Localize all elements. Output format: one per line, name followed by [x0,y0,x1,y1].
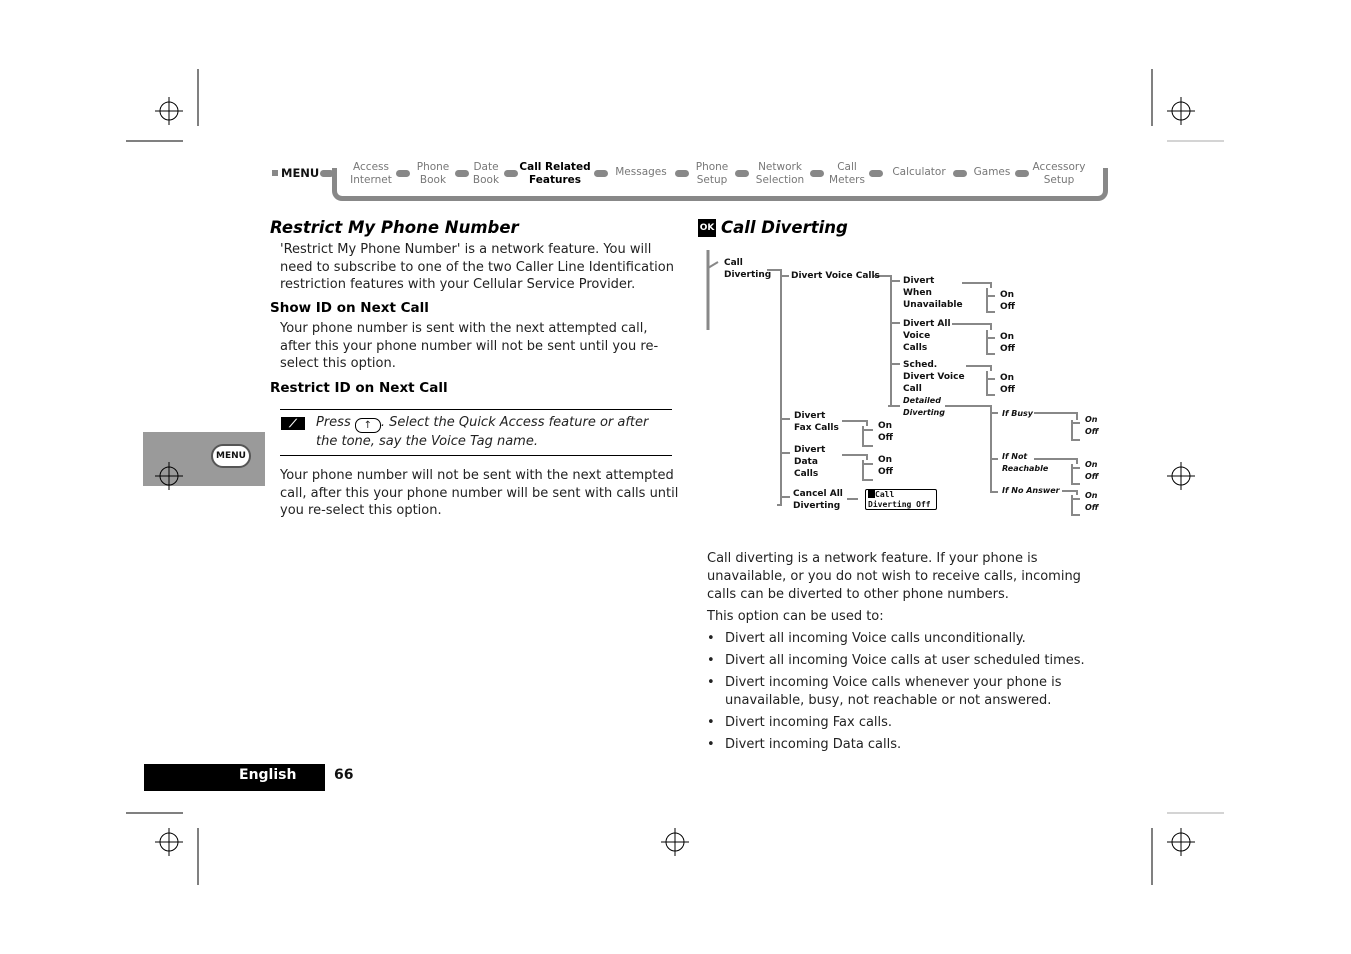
section-title-call-diverting: Call Diverting [721,218,848,237]
ok-key-icon: OK [698,219,716,237]
option-on: On [1085,491,1098,500]
option-on: On [1085,415,1098,424]
nav-call-related-features[interactable]: Call Related Features [519,161,591,186]
node-cancel-all-diverting: Cancel All Diverting [793,489,843,511]
node-call-diverting: Call Diverting [724,258,772,280]
lcd-display: Call Diverting Off [865,489,937,510]
option-off: Off [1085,427,1099,436]
page-number: 66 [334,767,354,783]
show-id-heading: Show ID on Next Call [270,300,429,316]
node-divert-voice-calls: Divert Voice Calls [791,271,880,281]
option-off: Off [1000,385,1015,395]
node-sched-divert: Sched. Divert Voice Call [903,360,965,394]
option-on: On [1000,332,1015,342]
option-on: On [1000,290,1015,300]
node-divert-data-calls: Divert Data Calls [794,445,826,479]
restrict-intro: 'Restrict My Phone Number' is a network feature. You will need to subscribe to one of the two Caller Line Identification restriction features with your Cellular Service Provider. [280,242,674,293]
node-divert-when-unavailable: Divert When Unavailable [903,276,963,310]
nav-call-meters[interactable]: Call Meters [829,161,865,186]
nav-access-internet[interactable]: Access Internet [350,161,392,186]
restrict-id-text: Your phone number will not be sent with the next attempted call, after this your phone number will be sent with calls until you re-select this option. [280,468,679,519]
node-if-not-reachable: If Not Reachable [1002,452,1049,473]
nav-date-book[interactable]: Date Book [472,161,500,186]
option-off: Off [1085,503,1099,512]
option-off: Off [878,467,893,477]
option-off: Off [878,433,893,443]
show-id-text: Your phone number is sent with the next attempted call, after this your phone number will not be sent until you re-select this option. [280,321,659,372]
language-bar [144,764,325,791]
node-if-no-answer: If No Answer [1002,486,1060,495]
up-key-icon: ↑ [355,418,381,433]
feature-list [707,630,1087,754]
option-off: Off [1000,302,1015,312]
list-item: • Divert incoming Fax calls. [707,715,893,730]
section-title-restrict: Restrict My Phone Number [270,218,519,237]
nav-messages[interactable]: Messages [615,166,667,178]
call-diverting-intro: Call diverting is a network feature. If your phone is unavailable, or you do not wish to receive calls, incoming calls can be diverted to other phone numbers. [707,551,1081,602]
menu-key-icon: MENU [211,444,251,468]
nav-menu-label: MENU [281,166,320,180]
nav-games[interactable]: Games [973,166,1011,178]
node-if-busy: If Busy [1002,409,1034,418]
nav-phone-setup[interactable]: Phone Setup [695,161,729,186]
option-on: On [878,455,893,465]
nav-accessory-setup[interactable]: Accessory Setup [1032,161,1086,186]
node-divert-all-voice-calls: Divert All Voice Calls [903,319,951,353]
option-on: On [1085,460,1098,469]
language-label: English [239,767,297,783]
nav-phone-book[interactable]: Phone Book [416,161,450,186]
nav-calculator[interactable]: Calculator [892,166,946,178]
restrict-id-heading: Restrict ID on Next Call [270,380,448,396]
option-on: On [1000,373,1015,383]
nav-network-selection[interactable]: Network Selection [755,161,805,186]
note-text: Press ↑ . Select the Quick Access feature or after the tone, say the Voice Tag name. [316,415,649,449]
list-item: • Divert incoming Voice calls whenever your phone is unavailable, busy, not reachable or not answered. [707,675,1062,708]
option-on: On [878,421,893,431]
list-item: • Divert all incoming Voice calls unconditionally. [707,631,1026,646]
used-for-text: This option can be used to: [707,609,884,624]
list-item: • Divert all incoming Voice calls at user scheduled times. [707,653,1085,668]
list-item: • Divert incoming Data calls. [707,737,902,752]
quick-access-icon: ⟋ [281,417,305,430]
node-detailed-diverting: Detailed Diverting [903,396,945,417]
node-divert-fax-calls: Divert Fax Calls [794,411,839,433]
option-off: Off [1000,344,1015,354]
option-off: Off [1085,472,1099,481]
